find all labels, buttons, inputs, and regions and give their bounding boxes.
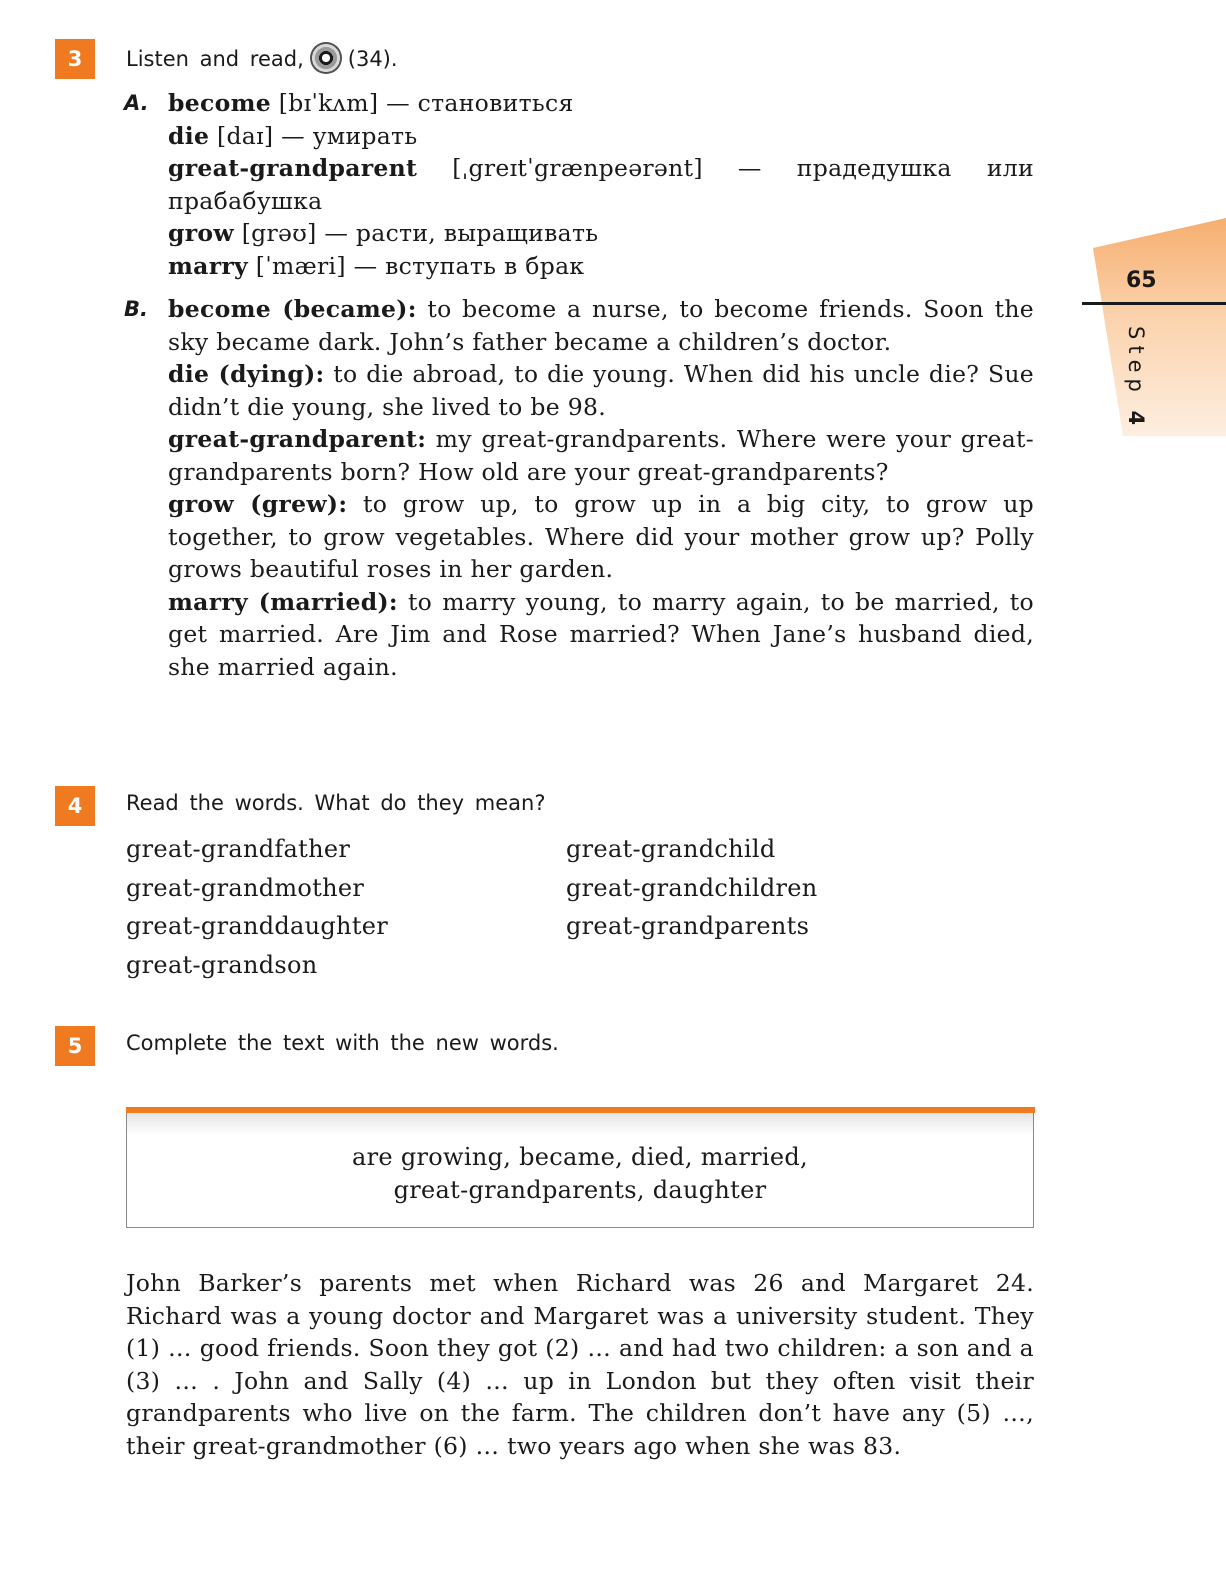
word-list-right [566, 830, 818, 946]
story-paragraph: John Barker’s parents met when Richard was 26 and Margaret 24. Richard was a young doctor and Margaret was a university student. They (1) … good friends. Soon they got (2) … and had two children: a son and a (3) … . John and Sally (4) … up in London but they often visit their grandparents who live on the farm. The children don’t have any (5) …, their great-grandmother (6) … two years ago when she was 83. [126, 1269, 1034, 1460]
vocab-entry: die [daɪ] — умирать [168, 121, 418, 150]
exercise-4-number: 4 [55, 786, 95, 826]
usage-entry: become (became): to become a nurse, to become friends. Soon the sky became dark. John’s father became a children’s doctor. [168, 295, 1034, 356]
vocab-entry: marry [ˈmæri] — вступать в брак [168, 251, 585, 280]
word-bank-line-1: are growing, became, died, married, [352, 1143, 808, 1171]
word-item: great-grandchildren [566, 873, 818, 902]
word-bank-box [126, 1107, 1034, 1228]
word-item: great-grandson [126, 950, 318, 979]
word-bank [127, 1141, 1033, 1207]
gap-fill-text [126, 1267, 1034, 1462]
part-a-label: A. [124, 91, 149, 115]
audio-cd-icon[interactable] [310, 42, 342, 74]
vocabulary-examples-b [168, 293, 1034, 683]
page-tab-divider [1082, 302, 1226, 305]
page-tab [1093, 218, 1226, 436]
vocab-entry: become [bɪˈkʌm] — становиться [168, 89, 574, 117]
usage-entry: marry (married): to marry young, to marry again, to be married, to get married. Are Jim and Rose married? When Jane’s husband died, she married again. [168, 587, 1034, 681]
word-item: great-grandmother [126, 873, 365, 902]
exercise-3-instruction: Listen and read, (34). [126, 44, 398, 76]
word-item: great-grandfather [126, 835, 351, 863]
word-item: great-grandparents [566, 912, 810, 940]
exercise-4-instruction: Read the words. What do they mean? [126, 791, 546, 815]
word-bank-accent-bar [126, 1107, 1035, 1113]
usage-entry: die (dying): to die abroad, to die young. When did his uncle die? Sue didn’t die young, she lived to be 98. [168, 360, 1034, 421]
vocab-entry: grow [grəʊ] — расти, выращивать [168, 219, 599, 247]
usage-entry: great-grandparent: my great-grandparents. Where were your great-grandparents born? How old are your great-grandparents? [168, 425, 1034, 486]
word-bank-line-2: great-grandparents, daughter [393, 1176, 767, 1204]
word-item: great-grandchild [566, 835, 776, 863]
exercise-5-instruction: Complete the text with the new words. [126, 1031, 559, 1055]
vocab-entry: great-grandparent [ˌgreɪtˈgrænpeərənt] — прадедушка или прабабушка [168, 154, 1034, 215]
usage-entry: grow (grew): to grow up, to grow up in a big city, to grow up together, to grow vegetables. Where did your mother grow up? Polly grows beautiful roses in her garden. [168, 490, 1035, 583]
word-list-left [126, 830, 388, 984]
exercise-3-number: 3 [55, 39, 95, 79]
page-number: 65 [1126, 268, 1157, 293]
exercise-5-number: 5 [55, 1026, 95, 1066]
step-label: Step 4 [1124, 326, 1148, 432]
word-item: great-granddaughter [126, 912, 389, 940]
part-b-label: B. [124, 297, 148, 321]
vocabulary-list-a [168, 87, 1034, 282]
step-number: 4 [1124, 410, 1148, 432]
